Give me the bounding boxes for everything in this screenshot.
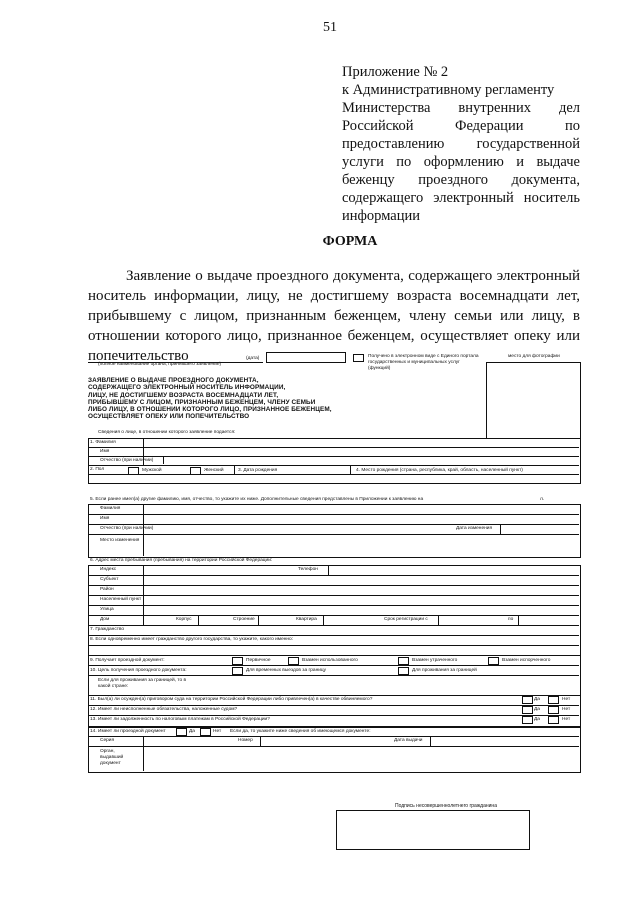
name-label: Имя [100,449,110,454]
if-yes-label: Если да, то укажите ниже сведения об имеющемся документе: [230,729,371,734]
other-names-label: 5. Если ранее имел(а) другие фамилию, имя, отчество, то укажите их ниже. Дополнительные сведения представлены в Приложении к заявлению на [90,497,424,502]
q12-yes-checkbox[interactable] [522,706,533,714]
f5-name-label: Имя [100,516,110,521]
subject-label: Субъект [100,577,119,582]
form-title-line: ПРИБЫВШЕМУ С ЛИЦОМ, ПРИЗНАННЫМ БЕЖЕНЦЕМ, ЧЛЕНУ СЕМЬИ [88,398,316,406]
district-label: Район [100,587,114,592]
f5-change-place-label: Место изменения [100,538,140,543]
form-title-line: ОСУЩЕСТВЛЯЕТ ОПЕКУ ИЛИ ПОПЕЧИТЕЛЬСТВО [88,413,250,421]
info-caption: Сведения о лице, в отношении которого заявление подается: [98,430,236,435]
purpose-live-checkbox[interactable] [398,667,409,675]
q12-no-label: Нет [562,707,571,712]
form-title-line: ЛИБО ЛИЦУ, В ОТНОШЕНИИ КОТОРОГО ЛИЦО, ПРИЗНАННОЕ БЕЖЕНЦЕМ, [88,406,332,414]
f5-change-date-label: Дата изменения [456,526,493,531]
tax-debt-label: 13. Имеет ли задолженность по налоговым платежам в Российской Федерации? [90,717,270,722]
q11-no-label: Нет [562,697,571,702]
form-title-line: СОДЕРЖАЩЕГО ЭЛЕКТРОННЫЙ НОСИТЕЛЬ ИНФОРМАЦИИ, [88,384,286,392]
date-label: (дата) [246,356,260,361]
obtain-label: 9. Получает проездной документ: [90,658,165,663]
q14-yes-checkbox[interactable] [176,728,187,736]
damaged-checkbox[interactable] [488,657,499,665]
surname-label: 1. Фамилия [90,440,116,445]
appendix-line: содержащего электронный носитель [342,190,580,206]
obligations-label: 12. Имеет ли неисполненные обязательства, наложенные судом? [90,707,238,712]
number-label: Номер [238,738,253,743]
structure-label: Строение [233,617,255,622]
reg-period-label: Срок регистрации с [384,617,428,622]
q11-no-checkbox[interactable] [548,696,559,704]
q11-yes-checkbox[interactable] [522,696,533,704]
pob-label: 4. Место рождения (страна, республика, край, область, населенный пункт) [356,468,523,473]
other-names-suffix: л. [540,497,545,502]
appendix-line: услуги по оформлению и выдаче [342,154,580,170]
house-label: Дом [100,617,110,622]
f5-surname-label: Фамилия [100,506,121,511]
q14-yes-label: Да [189,729,195,734]
organ-label: (полное наименование органа, принявшего заявление) [98,362,222,367]
q12-yes-label: Да [534,707,540,712]
index-label: Индекс [100,567,117,572]
sex-female-label: Женский [204,468,224,473]
used-checkbox[interactable] [288,657,299,665]
page-number: 51 [323,20,337,35]
address-section [88,565,581,657]
street-label: Улица [100,607,114,612]
damaged-label: Взамен испорченного [502,658,551,663]
purpose-label: 10. Цель получения проездного документа: [90,668,187,673]
q13-yes-checkbox[interactable] [522,716,533,724]
form-title-line: ЛИЦУ, НЕ ДОСТИГШЕМУ ВОЗРАСТА ВОСЕМНАДЦАТИ ЛЕТ, [88,391,279,399]
has-doc-label: 14. Имеет ли проездной документ [90,729,166,734]
issuing-authority-label: Орган, выдавший документ [100,749,124,766]
q11-yes-label: Да [534,697,540,702]
patronymic-label: Отчество (при наличии) [100,458,154,463]
signature-box[interactable] [336,810,530,850]
sex-male-label: Мужской [142,468,162,473]
used-label: Взамен использованного [302,658,358,663]
appendix-block [342,63,580,225]
appendix-line: информации [342,208,420,224]
appendix-line: Российской Федерации по [342,118,580,134]
settlement-label: Населенный пункт [100,597,142,602]
q13-yes-label: Да [534,717,540,722]
apartment-label: Квартира [296,617,317,622]
q13-no-checkbox[interactable] [548,716,559,724]
appendix-title: Приложение № 2 [342,64,449,80]
other-names-section [88,504,581,558]
primary-checkbox[interactable] [232,657,243,665]
primary-label: Первичное [246,658,271,663]
purpose-temp-label: Для временных выездов за границу [246,668,327,673]
signature-label: Подпись несовершеннолетнего гражданина [395,803,497,809]
address-label: 6. Адрес места пребывания (пребывания) на территории Российской Федерации: [90,558,273,563]
appendix-line: Министерства внутренних дел [342,100,580,116]
lost-checkbox[interactable] [398,657,409,665]
sex-label: 2. Пол [90,467,105,472]
patronymic-field[interactable] [163,457,384,464]
convicted-label: 11. Был(а) ли осужден(а) приговором суда на территории Российской Федерации либо привлечен(а) в качестве обвиняемого? [90,697,373,702]
purpose-live-label: Для проживания за границей [412,668,477,673]
form-title-line: ЗАЯВЛЕНИЕ О ВЫДАЧЕ ПРОЕЗДНОГО ДОКУМЕНТА, [88,377,259,384]
photo-label: место для фотографии [508,354,560,359]
application-form [88,354,580,774]
live-abroad-label: Если для проживания за границей, то в какой стране: [98,678,187,689]
purpose-temp-checkbox[interactable] [232,667,243,675]
photo-box [486,362,581,442]
appendix-line: беженцу проездного документа, [342,172,580,188]
form-title [88,377,332,421]
appendix-line: к Административному регламенту [342,82,555,98]
citizenship-label: 7. Гражданство [90,627,125,632]
date-field[interactable] [266,352,346,363]
intro-text: Заявление о выдаче проездного документа, содержащего электронный носитель информации, лицу, не достигшему возраста восемнадцати лет, прибывшему с лицом, признанным беженцем, члену семьи или лицу, в отношении которого лицо, признанное беженцем, осуществляет опеку или попечительство [88,268,580,364]
q14-no-label: Нет [213,729,222,734]
other-citizenship-label: 8. Если одновременно имеет гражданство другого государства, то укажите, какого именно: [90,637,294,642]
issue-date-label: Дата выдачи [394,738,423,743]
electronic-note: Получено в электронном виде с Единого портала государственных и муниципальных услуг (функций) [368,354,479,371]
q14-no-checkbox[interactable] [200,728,211,736]
series-label: Серия [100,738,115,743]
appendix-line: предоставлению государственной [342,136,580,152]
form-heading: ФОРМА [322,234,378,249]
dob-label: 3. Дата рождения [238,468,278,473]
electronic-checkbox[interactable] [353,354,364,362]
q13-no-label: Нет [562,717,571,722]
lost-label: Взамен утраченного [412,658,458,663]
reg-to-label: по [508,617,514,622]
building-label: Корпус [176,617,192,622]
q12-no-checkbox[interactable] [548,706,559,714]
f5-patronymic-label: Отчество (при наличии) [100,526,154,531]
phone-label: Телефон [298,567,318,572]
